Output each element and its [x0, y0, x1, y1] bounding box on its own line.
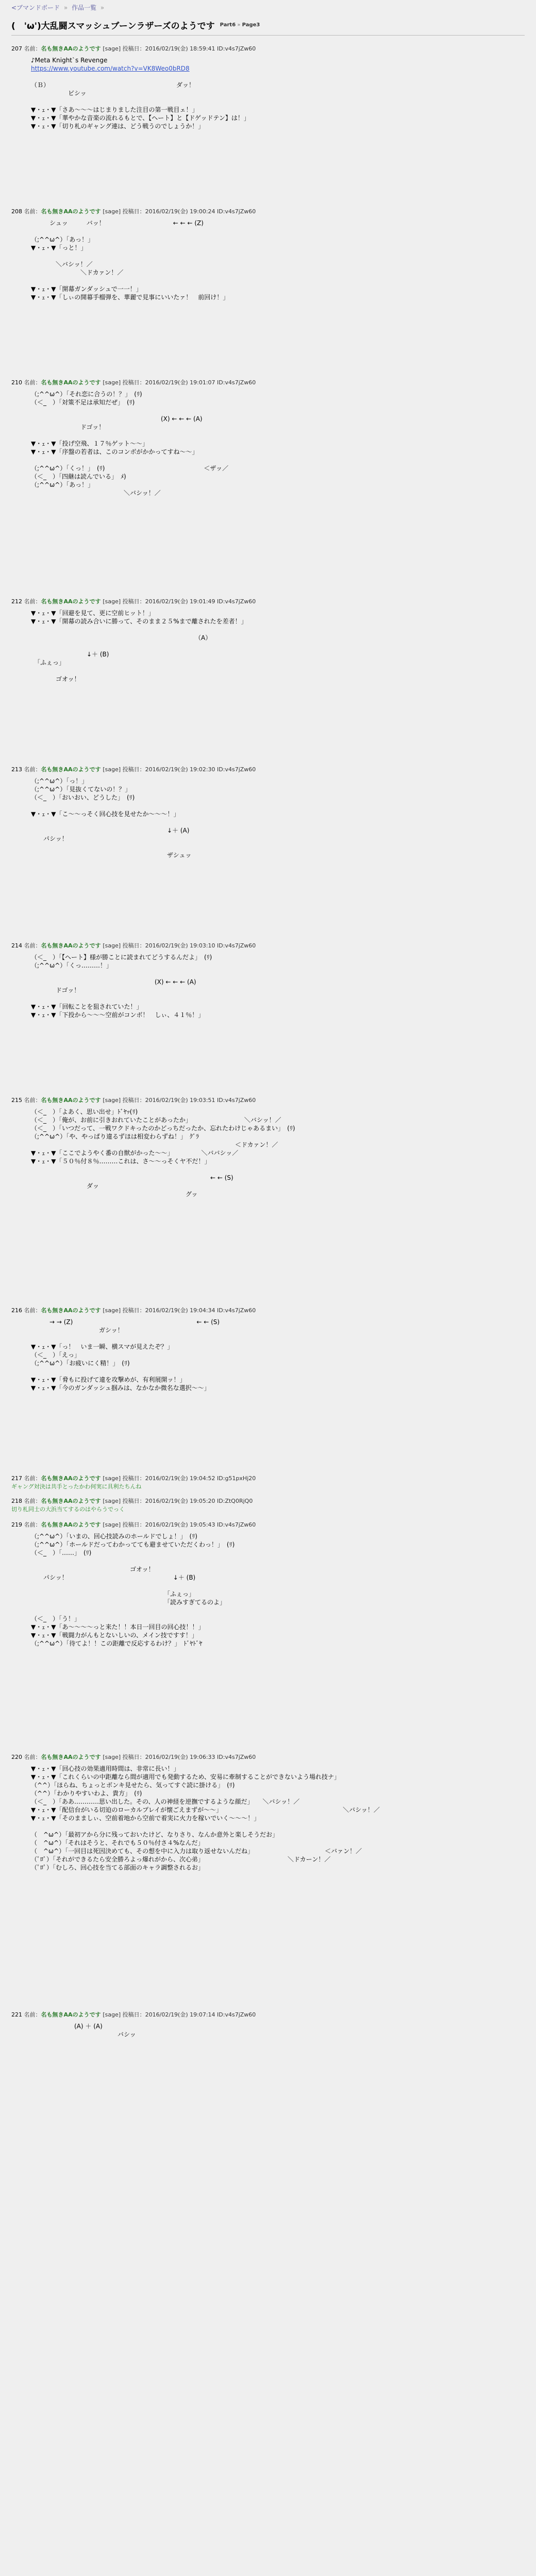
body-line: ▼・ｪ・▼「さあ～～～はじまりました注目の第一戦目ェ！」: [31, 106, 198, 113]
post-spacer: [11, 301, 525, 379]
post-number: 208: [11, 208, 24, 215]
body-line: [31, 456, 525, 464]
body-line: [31, 667, 525, 675]
title-bar: [11, 14, 525, 36]
body-line: パシッ！: [31, 835, 68, 842]
name-label: 名前：: [24, 1521, 41, 1528]
post-header: [11, 379, 525, 387]
body-line: 「ふぇっ」: [31, 659, 65, 666]
post-meta: [sage] 投稿日：2016/02/19(金) 19:01:07 ID:v4s7jZw60: [103, 379, 256, 386]
part-label[interactable]: Part6: [220, 22, 236, 28]
body-line: (X) ← ← ← (A): [31, 978, 196, 986]
body-line: ↓＋ (B): [31, 651, 109, 658]
post-meta: [sage] 投稿日：2016/02/19(金) 19:03:10 ID:v4s7jZw60: [103, 942, 256, 949]
poster-name: 名も無きAAのようです: [41, 1754, 103, 1760]
body-line: [31, 277, 525, 285]
body-line: [31, 1165, 525, 1174]
body-line: 「ふぇっ」: [31, 1590, 195, 1598]
post-number: 216: [11, 1307, 24, 1314]
body-line: （＜_ ）「……」 (ﾘ): [31, 1549, 92, 1556]
posts-container: [0, 36, 536, 2049]
post-spacer: [11, 1648, 525, 1753]
body-line: （ﾟﾛﾟ）「むしろ、回心技を当てる部面のキャラ調整されるお」: [31, 1864, 205, 1871]
body-line: （＜_ ）「よあく、思い出せ」ﾄﾞﾔｯ(ﾘ): [31, 1108, 138, 1115]
body-line: （ ^ω^）「一回目は死因決めても、その想を中に入力は取り返せないんだね」 ＜バァン！／: [31, 1848, 362, 1855]
top-nav: [0, 0, 536, 14]
post: [11, 1753, 525, 2011]
post-header: [11, 45, 525, 53]
body-line: ▼・ｪ・▼「脅もに投げて違を攻撃めが、有利展開ッ！」: [31, 1376, 186, 1383]
body-line: （＜_ ）「えっ」: [31, 1351, 81, 1359]
body-line: [31, 1334, 525, 1343]
body-line: ▼・ｪ・▼「っと！」: [31, 244, 87, 251]
body-line: パシッ！ ↓＋ (B): [31, 1574, 196, 1581]
name-label: 名前：: [24, 766, 41, 773]
body-line: [31, 625, 525, 634]
body-line: ▼・ｪ・▼「こ～～っそく回心技を見せたか～～～！」: [31, 810, 180, 818]
body-line: ↓＋ (A): [31, 827, 190, 834]
body-line: （;^^ω^）「いまの、回心技読みのホールドでしょ！」 (ﾘ): [31, 1533, 197, 1540]
body-line: ▼・ｪ・▼「下投から～～～空前がコンボ！ しぃ、４１％！」: [31, 1011, 205, 1019]
body-line: ▼・ｪ・▼「っ！ いま一瞬、横スマが見えたぞ？」: [31, 1343, 174, 1350]
body-line: [31, 802, 525, 810]
body-line: ダッ: [31, 1182, 99, 1190]
body-line: (X) ← ← ← (A): [31, 415, 203, 422]
body-line: ゴオッ！: [31, 675, 80, 683]
body-line: （A）: [31, 634, 212, 641]
post: [11, 766, 525, 942]
body-line: （;^^ω^）「っ！」: [31, 777, 88, 785]
body-line: (A) ＋ (A): [31, 2023, 103, 2030]
body-line: [31, 431, 525, 439]
body-line: グッ: [31, 1191, 198, 1198]
body-line: （＜_ ）「ああ…………思い出した。その、人の神経を逆撫でするような顔だ」 ＼バシッ！／: [31, 1798, 300, 1805]
breadcrumb: [220, 22, 260, 28]
post-header: [11, 942, 525, 950]
body-line: ▼・ｪ・▼「開幕ガンダッシュで一一！」: [31, 285, 142, 293]
poster-name: 名も無きAAのようです: [41, 1498, 103, 1504]
body-line: 「読みすぎてるのよ」: [31, 1599, 226, 1606]
post-spacer: [11, 1514, 525, 1521]
works-list-link[interactable]: 作品一覧: [72, 4, 97, 11]
body-line: [31, 97, 525, 106]
post-spacer: [11, 1392, 525, 1475]
body-line: [31, 1582, 525, 1590]
post-meta: [sage] 投稿日：2016/02/19(金) 19:05:43 ID:v4s7jZw60: [103, 1521, 256, 1528]
body-line: ▼・ｪ・▼「戦闘力がんもとないしいの、メイン技ですす！」: [31, 1632, 198, 1639]
post-meta: [sage] 投稿日：2016/02/19(金) 19:04:52 ID:g51pxHj20: [103, 1475, 256, 1482]
poster-name: 名も無きAAのようです: [41, 379, 103, 386]
post-header: [11, 1475, 525, 1483]
body-line: （;^^ω^）「あっ！」: [31, 481, 94, 488]
body-line: ゴオッ！: [31, 1566, 155, 1573]
post: [11, 208, 525, 379]
body-line: ビシッ: [31, 90, 87, 97]
post-spacer: [11, 1019, 525, 1096]
body-line: （;^^ω^）「待てよ！！この距離で反応するわけ？」 ﾄﾞﾔﾄﾞﾔ: [31, 1640, 203, 1647]
body-line: [31, 252, 525, 260]
body-line: [31, 1822, 525, 1831]
body-line: [31, 227, 525, 235]
body-line: ドゴッ！: [31, 987, 80, 994]
post-spacer: [11, 1198, 525, 1307]
post-number: 218: [11, 1498, 24, 1504]
body-line: （＜_ ）「俺が、お前に引きおれていたことがあったか」 ＼バシッ！／: [31, 1116, 281, 1124]
body-line: ＼バシッ！／: [31, 261, 93, 268]
post-header: [11, 1307, 525, 1315]
body-line: （＜_ ）「おいおい、どうした」 (ﾘ): [31, 794, 135, 801]
name-label: 名前：: [24, 379, 41, 386]
post-body: [11, 774, 525, 859]
post: [11, 598, 525, 766]
body-line: （;^^ω^）「あっ！」: [31, 236, 94, 243]
post-header: [11, 1521, 525, 1529]
post: [11, 1475, 525, 1497]
name-label: 名前：: [24, 1097, 41, 1104]
name-label: 名前：: [24, 942, 41, 949]
post: [11, 1096, 525, 1307]
body-line: ▼・ｪ・▼「そのまましぃ、空前着地から空前で着実に火力を稼いでいく～～～！」: [31, 1815, 260, 1822]
body-line: ▼・ｪ・▼「これくらいの中距離なら間が適用でも発動するため、安易に牽制することができないよう場れ技ナ」: [31, 1773, 340, 1781]
post-meta: [sage] 投稿日：2016/02/19(金) 19:01:49 ID:v4s7jZw60: [103, 598, 256, 605]
post-meta: [sage] 投稿日：2016/02/19(金) 18:59:41 ID:v4s7jZw60: [103, 45, 256, 52]
post-body: [11, 1529, 525, 1648]
name-label: 名前：: [24, 1498, 41, 1504]
body-line: （^^）「ほらね、ちょっとボンキ見せたら、気ってすぐ読に掛ける」 (ﾘ): [31, 1782, 235, 1789]
post: [11, 1521, 525, 1753]
body-line: ▼・ｪ・▼「華やかな音楽の流れるもとで、【ヘート】と【ドゲッドテン】は！」: [31, 114, 250, 122]
post: [11, 942, 525, 1096]
post-header: [11, 598, 525, 606]
name-label: 名前：: [24, 1475, 41, 1482]
post-body: [11, 606, 525, 683]
body-line: （;^^ω^）「や、やっぱり違るずほは相変わらずね！」 ｸﾞﾗ: [31, 1133, 199, 1140]
poster-name: 名も無きAAのようです: [41, 1475, 103, 1482]
body-line: （ ^ω^）「最初アから分に残っておいたけど、なりさり、なんか意外と楽しそうだお」: [31, 1831, 279, 1838]
poster-name: 名も無きAAのようです: [41, 45, 103, 52]
poster-name: 名も無きAAのようです: [41, 2011, 103, 2018]
body-line: ＼バシッ！／: [31, 489, 161, 497]
body-line: ガシッ！: [31, 1327, 124, 1334]
poster-name: 名も無きAAのようです: [41, 766, 103, 773]
poster-name: 名も無きAAのようです: [41, 1521, 103, 1528]
body-line: （＜_ ）「【ヘート】様が勝ことに読まれてどうするんだよ」 (ﾘ): [31, 954, 212, 961]
post-body: [11, 2019, 525, 2039]
body-line: （^^）「わかりやすいわよ、貴方」 (ﾘ): [31, 1790, 142, 1797]
post-header: [11, 766, 525, 774]
post-body: 切り札同士の大浜当てするのはやらうでっく: [11, 1506, 125, 1513]
post: [11, 45, 525, 208]
post-meta: [sage] 投稿日：2016/02/19(金) 19:00:24 ID:v4s7jZw60: [103, 208, 256, 215]
body-line: （＜_ ）「いつだって、一戦ワクドキったのかどっちだったか、忘れたわけじゃあるまい」 (ﾘ): [31, 1125, 295, 1132]
body-line: [31, 1367, 525, 1376]
post-header: [11, 1753, 525, 1761]
body-line: ＼ドカァン！／: [31, 269, 124, 276]
body-line: [31, 642, 525, 650]
post-number: 213: [11, 766, 24, 773]
body-line: ♪Meta Knight`s Revenge: [31, 57, 108, 64]
body-line: ▼・ｪ・▼「開幕の読み合いに勝って、そのまま２５%まで離されたを差者！」: [31, 618, 247, 625]
body-line: ▼・ｪ・▼「配信台がいる切迫のローカルプレイが懐ごえまずが～～」 ＼バシッ！／: [31, 1806, 380, 1814]
post-body: [11, 216, 525, 301]
body-line: （;^^ω^）「くっ！」 (ﾘ) ＜ザッ／: [31, 465, 229, 472]
post-body: [11, 1105, 525, 1198]
body-line: ▼・ｪ・▼「５０％付８％………これは、さ～～っそくヤ不だ！」: [31, 1158, 211, 1165]
post-header: [11, 1096, 525, 1105]
body-line: ▼・ｪ・▼「回転ことを狙されていた！」: [31, 1003, 143, 1010]
name-label: 名前：: [24, 1307, 41, 1314]
body-line: [31, 1606, 525, 1615]
body-line: [31, 994, 525, 1003]
name-label: 名前：: [24, 2011, 41, 2018]
body-line: （＜_ ）「対策不足は承知だぜ」 (ﾘ): [31, 399, 135, 406]
body-line: ザシュッ: [31, 852, 192, 859]
body-line: ▼・ｪ・▼「あ～～～～っと来た！！本日一回目の回心技！！」: [31, 1623, 205, 1631]
poster-name: 名も無きAAのようです: [41, 1097, 103, 1104]
body-line: [31, 73, 525, 81]
post-body: [11, 1315, 525, 1392]
body-line: ▼・ｪ・▼「回避を見て、更に空前ヒット！」: [31, 609, 155, 617]
post-spacer: [11, 2039, 525, 2049]
body-line: → → (Z) ← ← (S): [31, 1318, 220, 1326]
post-meta: [sage] 投稿日：2016/02/19(金) 19:03:51 ID:v4s7jZw60: [103, 1097, 256, 1104]
post-body: ギャング対決は共手とったかわ何実に具利たちんね: [11, 1483, 142, 1490]
body-line: （ ^ω^）「それはそうと、それでも５０％付さ４%なんだ」: [31, 1839, 204, 1846]
post-number: 215: [11, 1097, 24, 1104]
body-line: （;^^ω^）「お疲いにく精！」 (ﾘ): [31, 1360, 130, 1367]
breadcrumb-separator: »: [237, 22, 241, 28]
body-line: （;^^ω^）「くっ………！」: [31, 962, 113, 969]
post-spacer: [11, 130, 525, 208]
body-line: ▼・ｪ・▼「今のガンダッシュ掴みは、なかなか微名な選択～～」: [31, 1384, 210, 1392]
page-title: ( 'ω')大乱闘スマッシュブーンラザーズのようです: [11, 21, 215, 31]
post-header: [11, 1497, 525, 1505]
post-header: [11, 2011, 525, 2019]
post-meta: [sage] 投稿日：2016/02/19(金) 19:06:33 ID:v4s7jZw60: [103, 1754, 256, 1760]
post-spacer: [11, 497, 525, 598]
nav-separator: »: [63, 4, 68, 11]
body-line: ＜ドカァン！／: [31, 1141, 278, 1148]
name-label: 名前：: [24, 45, 41, 52]
body-line: ▼・ｪ・▼「回心技の効果適用時間は、非常に長い！」: [31, 1765, 180, 1772]
post-spacer: [11, 1872, 525, 2011]
post-body: [11, 387, 525, 497]
board-link[interactable]: <ブマンドボード: [11, 4, 60, 11]
post-number: 207: [11, 45, 24, 52]
body-line: ▼・ｪ・▼「切り札のギャング連は、どう戦うのでしょうか！」: [31, 123, 205, 130]
body-line: （ﾟﾛﾟ）「それができるたら安全勝ろよっ爆れがから、次心弟」 ＼ドカーン！／: [31, 1856, 331, 1863]
post-number: 214: [11, 942, 24, 949]
post-number: 219: [11, 1521, 24, 1528]
post-meta: [sage] 投稿日：2016/02/19(金) 19:07:14 ID:v4s7jZw60: [103, 2011, 256, 2018]
post-spacer: [11, 1491, 525, 1497]
body-line: バシッ: [31, 2031, 136, 2038]
body-line: （;^^ω^）「ホールドだってわかってても避ませていただくわっ！」 (ﾘ): [31, 1541, 235, 1548]
body-line: （Ｂ） ダッ！: [31, 81, 195, 89]
name-label: 名前：: [24, 1754, 41, 1760]
body-line: （;^^ω^）「見抜くてないの！？」: [31, 786, 131, 793]
name-label: 名前：: [24, 598, 41, 605]
page-label: Page3: [242, 22, 260, 28]
post-meta: [sage] 投稿日：2016/02/19(金) 19:02:30 ID:v4s7jZw60: [103, 766, 256, 773]
body-line: [31, 843, 525, 851]
body-line: （;^^ω^）「それ恋に合うの！？」 (ﾘ): [31, 391, 142, 398]
post: [11, 1497, 525, 1521]
body-line: （＜_ ）「う！」: [31, 1615, 81, 1622]
post: [11, 1307, 525, 1475]
post: [11, 379, 525, 598]
post-spacer: [11, 859, 525, 942]
body-line: [31, 970, 525, 978]
nav-separator: »: [100, 4, 105, 11]
body-line: ← ← (S): [31, 1174, 233, 1181]
body-line: ▼・ｪ・▼「投げ空飛、１７％ゲット～～」: [31, 440, 148, 447]
post-body: [11, 950, 525, 1019]
body-line: [31, 1557, 525, 1565]
body-line: [31, 406, 525, 415]
post: [11, 2011, 525, 2049]
poster-name: 名も無きAAのようです: [41, 208, 103, 215]
post-number: 217: [11, 1475, 24, 1482]
body-line: [31, 818, 525, 826]
body-line: ▼・ｪ・▼「序盤の若者は、このコンボがかかってすね～～」: [31, 448, 198, 455]
post-meta: [sage] 投稿日：2016/02/19(金) 19:04:34 ID:v4s7jZw60: [103, 1307, 256, 1314]
post-number: 212: [11, 598, 24, 605]
body-line: ▼・ｪ・▼「しぃの開幕手榴弾を、華麗で見事にいいたァ！ 前回け！」: [31, 294, 229, 301]
post-header: [11, 208, 525, 216]
post-number: 221: [11, 2011, 24, 2018]
body-line: シュッ バッ！ ← ← ← (Z): [31, 219, 204, 227]
poster-name: 名も無きAAのようです: [41, 942, 103, 949]
post-number: 210: [11, 379, 24, 386]
post-body: [11, 53, 525, 130]
youtube-link[interactable]: https://www.youtube.com/watch?v=VK8Weo0bRD8: [31, 65, 190, 72]
body-line: （＜_ ）「四継は読んでいる」 ﾒ): [31, 473, 126, 480]
post-body: [11, 1761, 525, 1872]
post-spacer: [11, 683, 525, 766]
poster-name: 名も無きAAのようです: [41, 1307, 103, 1314]
name-label: 名前：: [24, 208, 41, 215]
post-number: 220: [11, 1754, 24, 1760]
body-line: ▼・ｪ・▼「ここでようやく番の自獣がかった～～」 ＼ババシッ／: [31, 1149, 239, 1157]
post-meta: [sage] 投稿日：2016/02/19(金) 19:05:20 ID:ZtQ0RjQ0: [103, 1498, 253, 1504]
poster-name: 名も無きAAのようです: [41, 598, 103, 605]
body-line: ドゴッ！: [31, 423, 105, 431]
